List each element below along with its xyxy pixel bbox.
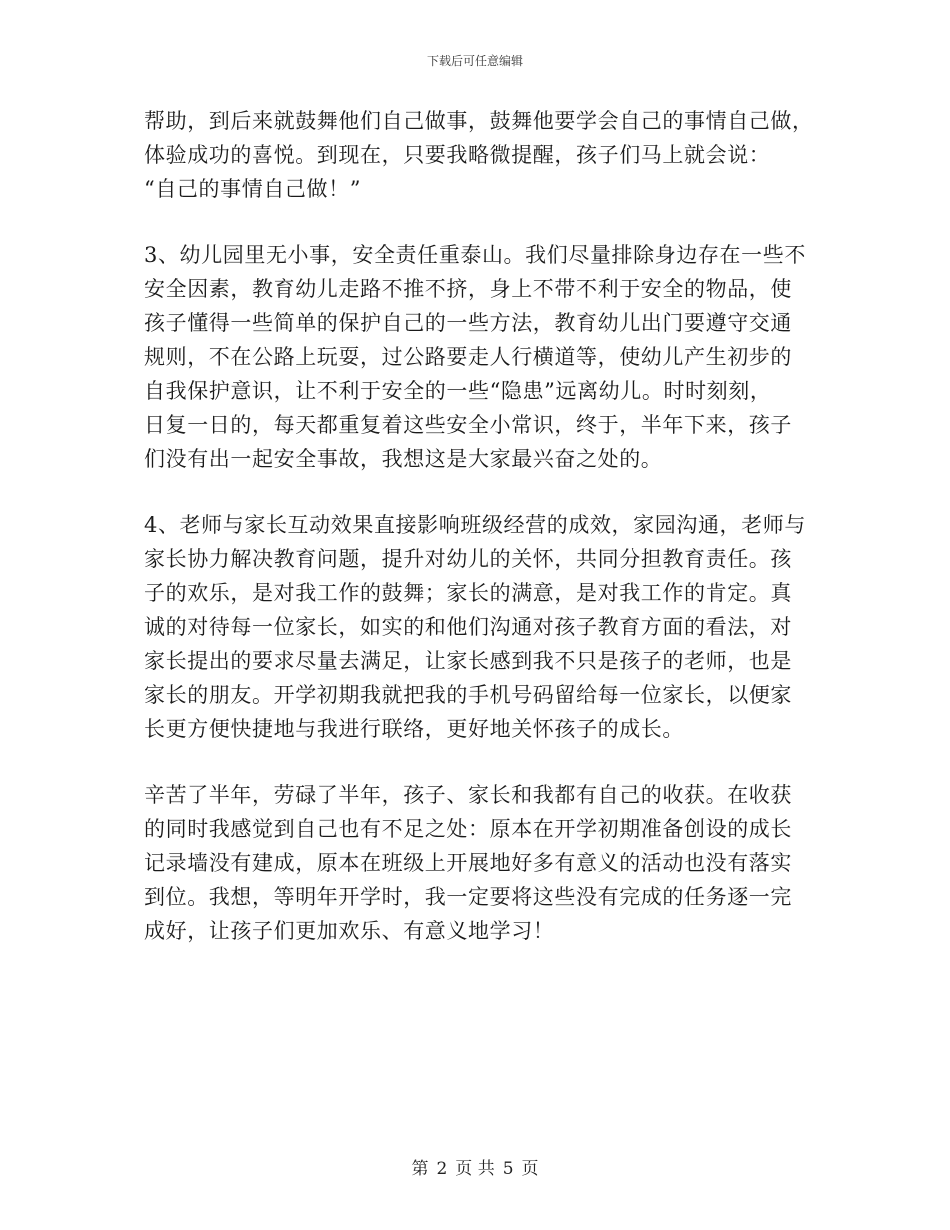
text-line: 家长提出的要求尽量去满足，让家长感到我不只是孩子的老师，也是 [144, 649, 792, 673]
total-pages-number: 5 [502, 1159, 514, 1179]
text-line: 辛苦了半年，劳碌了半年，孩子、家长和我都有自己的收获。在收获 [144, 783, 792, 807]
text-line: 规则，不在公路上玩耍，过公路要走人行横道等，使幼儿产生初步的 [144, 345, 792, 369]
paragraph-1 [144, 104, 814, 206]
text-line: 记录墙没有建成，原本在班级上开展地好多有意义的活动也没有落实 [144, 851, 792, 875]
text-line: 自我保护意识，让不利于安全的一些“隐患”远离幼儿。时时刻刻， [144, 379, 772, 403]
text-line: 长更方便快捷地与我进行联络，更好地关怀孩子的成长。 [144, 717, 684, 741]
text-line: 日复一日的，每天都重复着这些安全小常识，终于，半年下来，孩子 [144, 413, 792, 437]
text-line: 的同时我感觉到自己也有不足之处：原本在开学初期准备创设的成长 [144, 817, 792, 841]
text-line: 体验成功的喜悦。到现在，只要我略微提醒，孩子们马上就会说： [144, 143, 771, 167]
text-line: 诚的对待每一位家长，如实的和他们沟通对孩子教育方面的看法，对 [144, 615, 792, 639]
text-line: 家长协力解决教育问题，提升对幼儿的关怀，共同分担教育责任。孩 [144, 547, 792, 571]
text-line: 帮助，到后来就鼓舞他们自己做事，鼓舞他要学会自己的事情自己做， [144, 109, 814, 133]
paragraph-4 [144, 778, 808, 948]
header-text: 下载后可任意编辑 [426, 54, 523, 68]
text-line: 安全因素，教育幼儿走路不推不挤，身上不带不利于安全的物品，使 [144, 277, 792, 301]
text-line: 4、老师与家长互动效果直接影响班级经营的成效，家园沟通，老师与 [144, 513, 806, 537]
text-line: 3、幼儿园里无小事，安全责任重泰山。我们尽量排除身边存在一些不 [144, 243, 806, 267]
current-page-number: 2 [436, 1159, 448, 1179]
text-line: 到位。我想，等明年开学时，我一定要将这些没有完成的任务逐一完 [144, 885, 792, 909]
text-line: 家长的朋友。开学初期我就把我的手机号码留给每一位家长，以便家 [144, 683, 792, 707]
page-header [0, 52, 950, 69]
text-line: 成好，让孩子们更加欢乐、有意义地学习！ [144, 919, 555, 943]
paragraph-3 [144, 508, 808, 746]
paragraph-2 [144, 238, 808, 476]
footer-prefix: 第 [411, 1159, 429, 1179]
document-body [144, 104, 814, 980]
footer-suffix: 页 [521, 1159, 539, 1179]
page-footer [0, 1154, 950, 1179]
text-line: 们没有出一起安全事故，我想这是大家最兴奋之处的。 [144, 447, 663, 471]
text-line: 孩子懂得一些简单的保护自己的一些方法，教育幼儿出门要遵守交通 [144, 311, 792, 335]
footer-middle: 页 共 [455, 1159, 495, 1179]
text-line: 子的欢乐，是对我工作的鼓舞；家长的满意，是对我工作的肯定。真 [144, 581, 792, 605]
text-line: “自己的事情自己做！” [144, 177, 362, 201]
